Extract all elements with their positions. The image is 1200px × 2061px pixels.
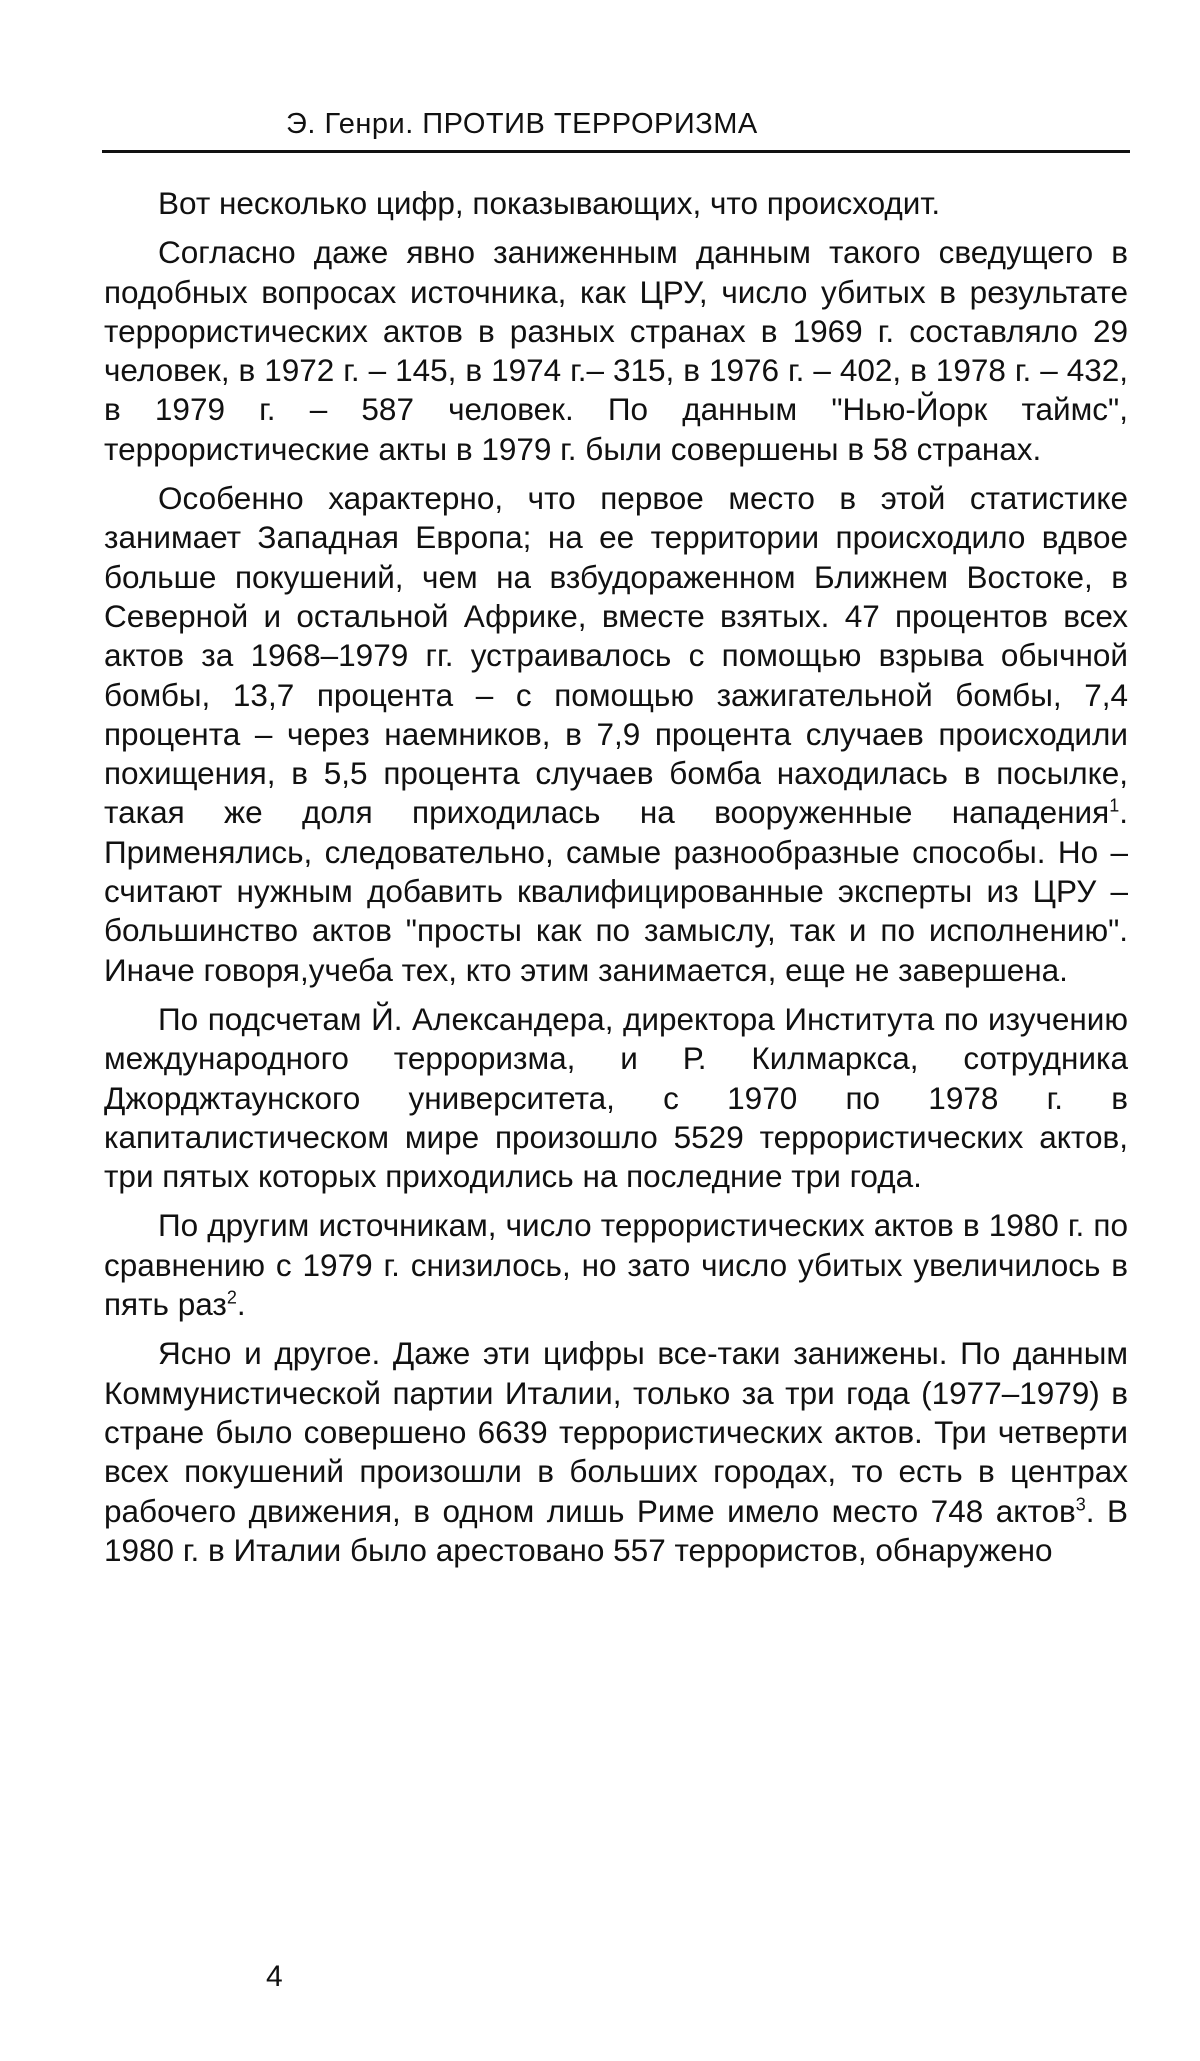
paragraph-text-tail: . Применялись, следовательно, самые разнообразные способы. Но – считают нужным добавить квалифицированные эксперты из ЦРУ – большинство актов "просты как по замыслу, так и по исполнению". Иначе говоря,учеба тех, кто этим занимается, еще не завершена.: [104, 794, 1128, 988]
paragraph: [104, 233, 1128, 469]
paragraph: [104, 1000, 1128, 1196]
paragraph: [104, 479, 1128, 990]
running-head: Э. Генри. ПРОТИВ ТЕРРОРИЗМА: [286, 108, 758, 140]
paragraph-text-tail: . В 1980 г. в Италии было арестовано 557 террористов, обнаружено: [104, 1492, 1128, 1568]
paragraph: [104, 1334, 1128, 1570]
paragraph: [104, 184, 1128, 223]
footnote-marker: 2: [226, 1287, 237, 1308]
paragraph-text: Ясно и другое. Даже эти цифры все-таки занижены. По данным Коммунистической партии Италии, только за три года (1977–1979) в стране было совершено 6639 террористических актов. Три четверти всех покушений произошли в больших городах, то есть в центрах рабочего движения, в одном лишь Риме имело место 748 актов: [104, 1335, 1128, 1529]
paragraph-text: По другим источникам, число террористических актов в 1980 г. по сравнению с 1979 г. снизилось, но зато число убитых увеличилось в пять раз: [104, 1207, 1128, 1323]
body-text: [104, 184, 1128, 1580]
paragraph-text: Вот несколько цифр, показывающих, что происходит.: [158, 185, 941, 221]
header-rule: [102, 150, 1130, 153]
paragraph-text: По подсчетам Й. Александера, директора Института по изучению международного терроризма, и Р. Килмаркса, сотрудника Джорджтаунского университета, с 1970 по 1978 г. в капиталистическом мире произошло 5529 террористических актов, три пятых которых приходились на последние три года.: [104, 1000, 1128, 1195]
paragraph-text-tail: .: [236, 1286, 246, 1323]
footnote-marker: 3: [1075, 1494, 1086, 1514]
paragraph: [104, 1206, 1128, 1324]
page-number: 4: [266, 1960, 283, 1993]
footnote-marker: 1: [1109, 795, 1120, 816]
paragraph-text: Особенно характерно, что первое место в этой статистике занимает Западная Европа; на ее территории происходило вдвое больше покушений, чем на взбудораженном Ближнем Востоке, в Северной и остальной Африке, вместе взятых. 47 процентов всех актов за 1968–1979 гг. устраивалось с помощью взрыва обычной бомбы, 13,7 процента – с помощью зажигательной бомбы, 7,4 процента – через наемников, в 7,9 процента случаев происходили похищения, в 5,5 процента случаев бомба находилась в посылке, такая же доля приходилась на вооруженные нападения: [104, 480, 1128, 831]
paragraph-text: Согласно даже явно заниженным данным такого сведущего в подобных вопросах источника, как ЦРУ, число убитых в результате террористических актов в разных странах в 1969 г. составляло 29 человек, в 1972 г. – 145, в 1974 г.– 315, в 1976 г. – 402, в 1978 г. – 432, в 1979 г. – 587 человек. По данным "Нью-Йорк таймс", террористические акты в 1979 г. были совершены в 58 странах.: [104, 234, 1128, 467]
